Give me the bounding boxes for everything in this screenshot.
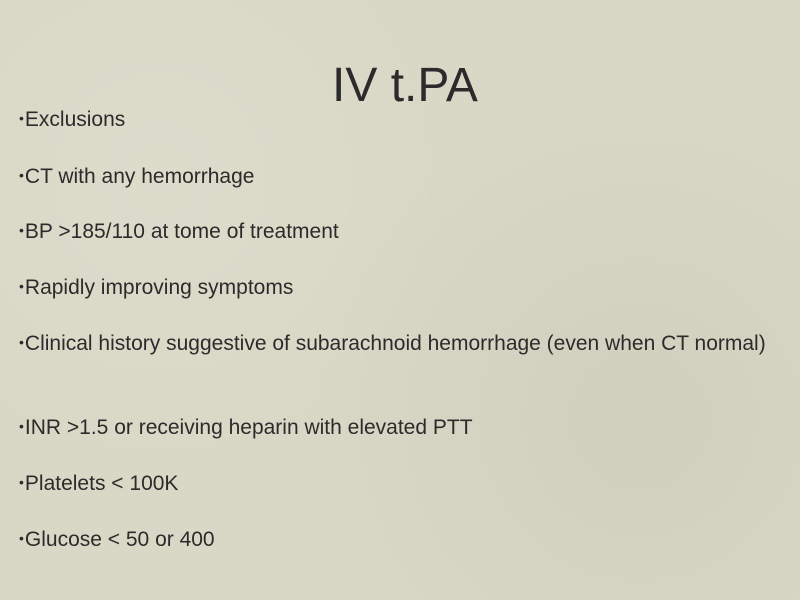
bullet-text: Rapidly improving symptoms (24, 276, 294, 299)
bullet-text: INR >1.5 or receiving heparin with elevated PTT (24, 416, 473, 439)
bullet-text: Glucose < 50 or 400 (24, 528, 215, 551)
bullet-dot-icon: • (19, 530, 24, 546)
bullet-text: Platelets < 100K (24, 472, 179, 495)
bullet-item (19, 104, 794, 134)
bullet-text: BP >185/110 at tome of treatment (24, 220, 339, 243)
bullet-item (19, 524, 794, 554)
bullet-dot-icon: • (19, 334, 24, 350)
bullet-dot-icon: • (19, 474, 24, 490)
bullet-dot-icon: • (19, 278, 24, 294)
slide-title: IV t.PA (332, 59, 478, 112)
bullet-item (19, 468, 794, 498)
bullet-dot-icon: • (19, 418, 24, 434)
bullet-item (19, 272, 794, 302)
bullet-item (19, 161, 794, 191)
bullet-text: Clinical history suggestive of subarachnoid hemorrhage (even when CT normal) (24, 332, 766, 355)
bullet-dot-icon: • (19, 110, 24, 126)
bullet-dot-icon: • (19, 222, 24, 238)
bullet-text: CT with any hemorrhage (24, 165, 255, 188)
bullet-item (19, 216, 794, 246)
bullet-dot-icon: • (19, 167, 24, 183)
bullet-item (19, 328, 794, 358)
bullet-text: Exclusions (24, 108, 126, 131)
bullet-item (19, 412, 794, 442)
